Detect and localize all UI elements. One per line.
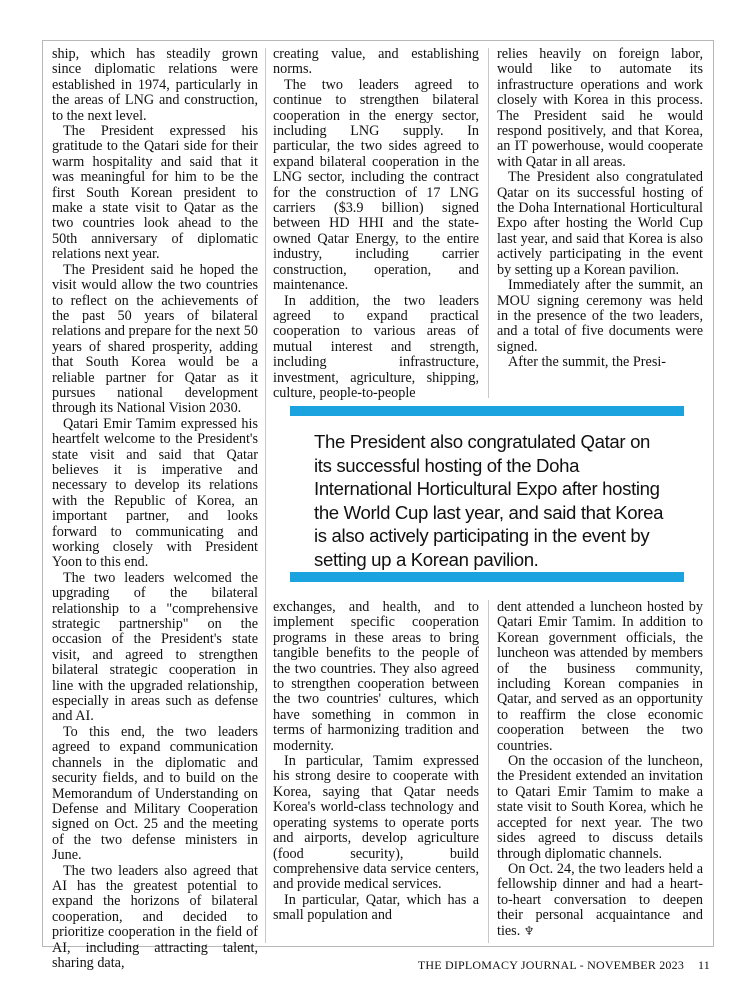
paragraph: After the summit, the Presi-	[508, 354, 667, 371]
pull-quote-bottom-bar	[290, 572, 684, 582]
paragraph: The two leaders welcomed the upgrading of the bilateral relationship to a "comprehensive strategic partnership" on the occasion of the President's state visit, and agreed to strengthen bilateral strategic cooperation in line with the upgraded relationship, especially in areas such as defense and AI.	[52, 569, 258, 725]
paragraph	[497, 862, 703, 939]
paragraph: On the occasion of the luncheon, the President extended an invitation to Qatari Emir Tamim to make a state visit to South Korea, which he accepted for next year. The two sides agreed to discuss details through diplomatic channels.	[497, 753, 703, 862]
paragraph: The two leaders agreed to continue to strengthen bilateral cooperation in the energy sector, including LNG supply. In particular, the two sides agreed to expand bilateral cooperation in the LNG sector, including the contract for the construction of 17 LNG carriers ($3.9 billion) signed between HD HHI and the state-owned Qatar Energy, to the entire industry, including carrier construction, operation, and maintenance.	[273, 76, 479, 294]
paragraph: exchanges, and health, and to implement specific cooperation programs in these areas to bring tangible benefits to the people of the two countries. They also agreed to strengthen cooperation between the two countries' cultures, which have something in common in terms of harmonizing tradition and modernity.	[273, 599, 479, 754]
paragraph: ship, which has steadily grown since diplomatic relations were established in 1974, particularly in the areas of LNG and construction, to the next level.	[52, 46, 258, 124]
paragraph: The President expressed his gratitude to the Qatari side for their warm hospitality and said that it was meaningful for him to be the first South Korean president to make a state visit to Qatar as the two countries look ahead to the 50th anniversary of diplomatic relations next year.	[52, 123, 258, 263]
paragraph-text: On Oct. 24, the two leaders held a fellowship dinner and had a heart-to-heart conversation to deepen their personal acquaintance and ties.	[497, 860, 703, 939]
article-column-2-top	[273, 47, 479, 399]
paragraph: The President said he hoped the visit would allow the two countries to reflect on the achievements of the past 50 years of bilateral relations and prepare for the next 50 years of shared prosperity, adding that South Korea would be a reliable partner for Qatar as it pursues national development through its National Vision 2030.	[52, 261, 258, 417]
page-footer	[418, 958, 710, 973]
column-divider	[265, 48, 266, 943]
article-column-1	[52, 46, 258, 971]
page-number: 11	[698, 958, 710, 972]
column-divider	[488, 48, 489, 398]
paragraph: The President also congratulated Qatar on its successful hosting of the Doha International Horticultural Expo after hosting the World Cup last year, and said that Korea is also actively participating in the event by setting up a Korean pavilion.	[497, 169, 703, 278]
article-column-3-top	[497, 47, 703, 399]
paragraph: relies heavily on foreign labor, would like to automate its infrastructure operations and work closely with Korea in this process. The President said he would respond positively, and that Korea, an IT powerhouse, would cooperate with Qatar in all areas.	[497, 46, 703, 170]
paragraph: In addition, the two leaders agreed to expand practical cooperation to various areas of mutual interest and strength, including infrastructure, investment, agriculture, shipping, culture, people-to-people	[273, 292, 479, 401]
paragraph: In particular, Qatar, which has a small population and	[273, 891, 479, 924]
pull-quote-text: The President also congratulated Qatar on its successful hosting of the Doha International Horticultural Expo after hosting the World Cup last year, and said that Korea is also actively participating in the event by setting up a Korean pavilion.	[314, 431, 664, 570]
paragraph: The two leaders also agreed that AI has the greatest potential to expand the horizons of bilateral cooperation, and decided to prioritize cooperation in the field of AI, including attracting talent, sharing data,	[52, 862, 258, 971]
paragraph: creating value, and establishing norms.	[273, 46, 479, 78]
pull-quote-top-bar	[290, 406, 684, 416]
paragraph: To this end, the two leaders agreed to expand communication channels in the diplomatic and security fields, and to build on the Memorandum of Understanding on Defense and Military Cooperation signed on Oct. 25 and the meeting of the two defense ministers in June.	[52, 723, 258, 864]
column-divider	[488, 600, 489, 943]
article-column-2-bottom	[273, 600, 479, 945]
paragraph: dent attended a luncheon hosted by Qatari Emir Tamim. In addition to Korean government officials, the luncheon was attended by members of the business community, including Korean companies in Qatar, and served as an opportunity to reaffirm the close economic cooperation between the two countries.	[497, 599, 703, 754]
pull-quote	[290, 404, 686, 584]
publication-name: THE DIPLOMACY JOURNAL - NOVEMBER 2023	[417, 958, 685, 972]
paragraph: In particular, Tamim expressed his strong desire to cooperate with Korea, saying that Qatar needs Korea's world-class technology and operating systems to operate ports and airports, develop agriculture (food security), build comprehensive data service centers, and provide medical services.	[273, 753, 479, 893]
end-mark-icon: ♆	[523, 923, 535, 938]
paragraph: Immediately after the summit, an MOU signing ceremony was held in the presence of the two leaders, and a total of five documents were signed.	[497, 277, 703, 355]
paragraph: Qatari Emir Tamim expressed his heartfelt welcome to the President's state visit and said that Qatar believes it is imperative and necessary to develop its relations with the Republic of Korea, an important partner, and looks forward to communicating and working closely with President Yoon to this end.	[52, 415, 258, 571]
article-column-3-bottom	[497, 600, 703, 945]
